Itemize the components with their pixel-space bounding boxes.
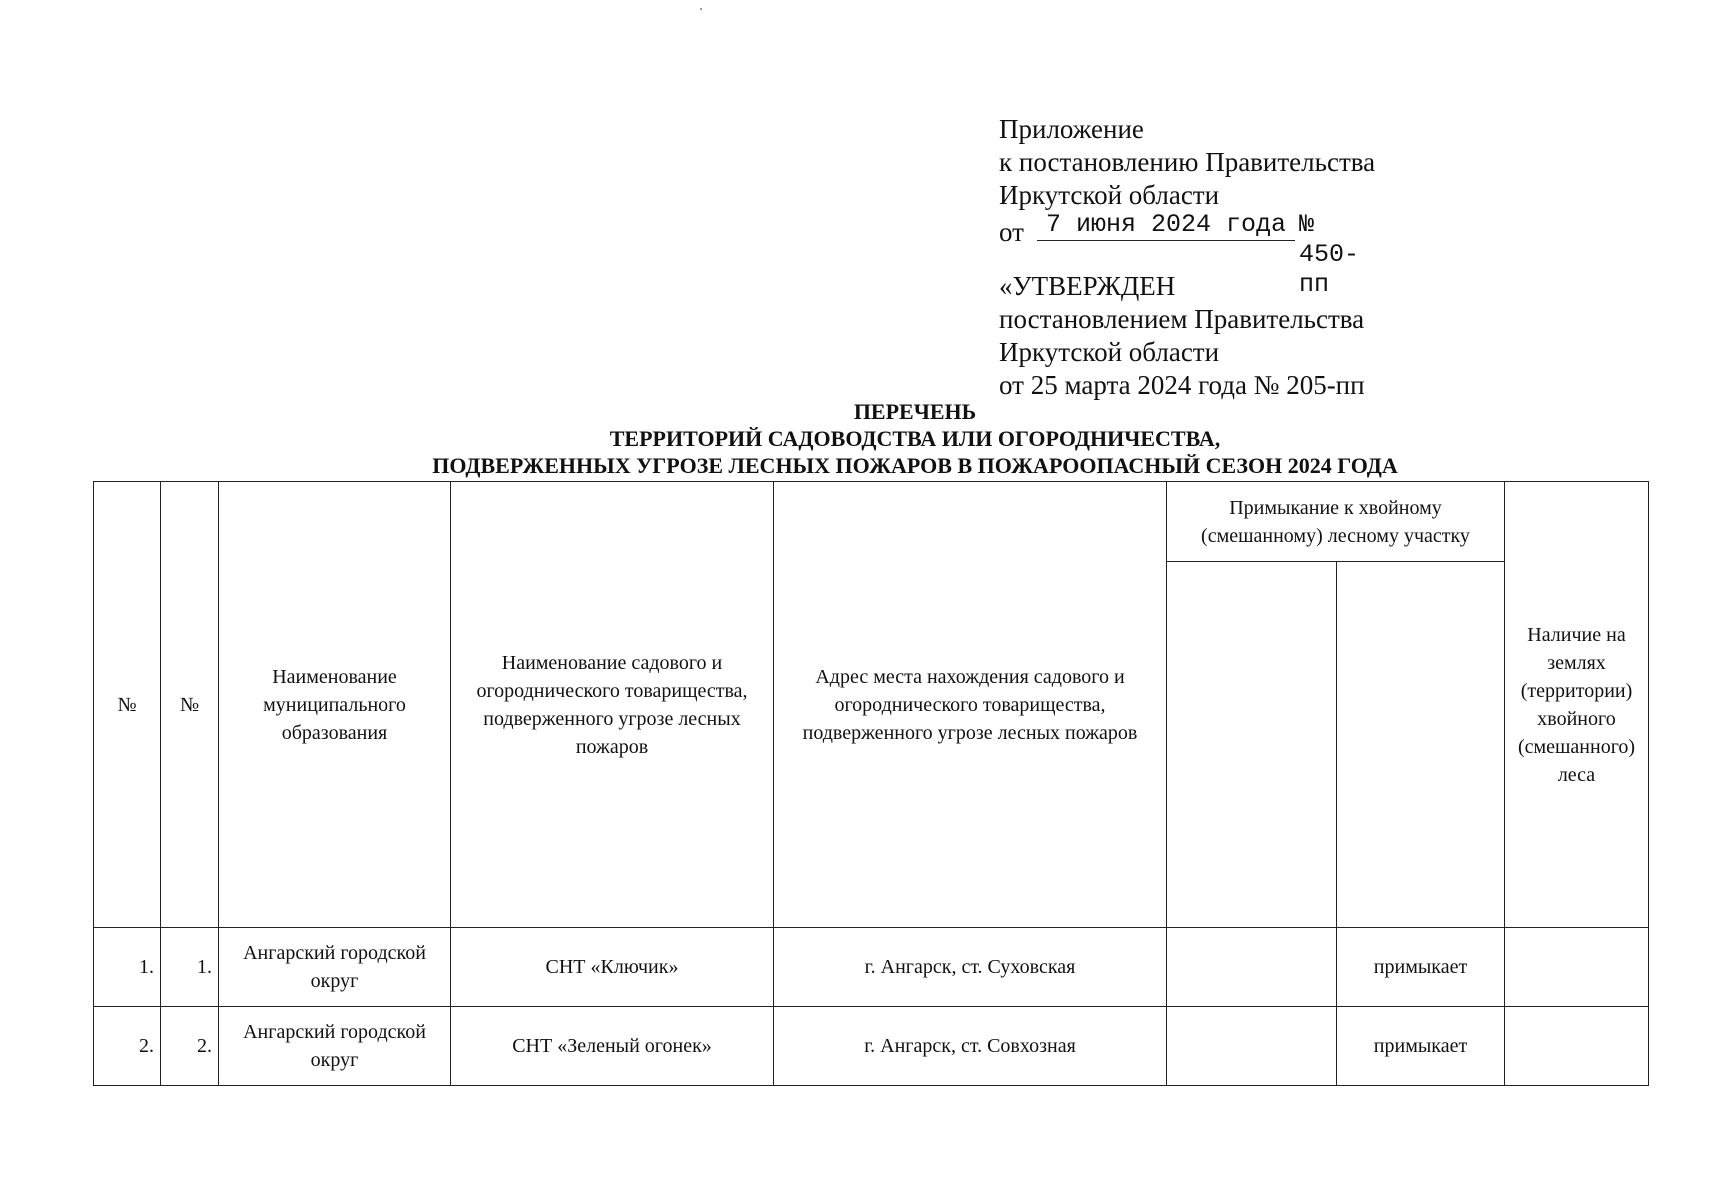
header-forest-presence: Наличие на землях (территории) хвойного (смешанного) леса bbox=[1505, 482, 1649, 928]
header-row-1 bbox=[94, 482, 1649, 562]
cell-municipality: Ангарский городской округ bbox=[219, 1007, 451, 1086]
appendix-resolution-line: к постановлению Правительства bbox=[999, 147, 1376, 177]
header-number-1: № bbox=[94, 482, 161, 928]
row-number-1: 2. bbox=[94, 1007, 161, 1086]
cell-forest-presence bbox=[1505, 1007, 1649, 1086]
approved-line-3: Иркутской области bbox=[999, 337, 1220, 367]
cell-adjacency-1 bbox=[1167, 928, 1337, 1007]
territories-table bbox=[93, 481, 1649, 1086]
approval-block bbox=[999, 270, 1365, 402]
date-prefix: от bbox=[999, 217, 1024, 247]
header-adjacency-group: Примыкание к хвойному (смешанному) лесному участку bbox=[1167, 482, 1505, 562]
title-line-2: ТЕРРИТОРИЙ САДОВОДСТВА ИЛИ ОГОРОДНИЧЕСТВА, bbox=[609, 426, 1221, 451]
approved-heading: «УТВЕРЖДЕН bbox=[999, 271, 1176, 301]
cell-partnership-name: СНТ «Зеленый огонек» bbox=[451, 1007, 774, 1086]
approved-line-4: от 25 марта 2024 года № 205-пп bbox=[999, 370, 1365, 400]
row-number-2: 1. bbox=[161, 928, 219, 1007]
cell-address: г. Ангарск, ст. Суховская bbox=[774, 928, 1167, 1007]
document-title bbox=[0, 398, 1718, 479]
cell-adjacency-1 bbox=[1167, 1007, 1337, 1086]
scan-speck bbox=[700, 8, 702, 10]
cell-partnership-name: СНТ «Ключик» bbox=[451, 928, 774, 1007]
date-field: 7 июня 2024 года bbox=[1037, 210, 1295, 241]
table-row bbox=[94, 1007, 1649, 1086]
cell-adjacency-2: примыкает bbox=[1337, 1007, 1505, 1086]
appendix-region-line: Иркутской области bbox=[999, 180, 1220, 210]
header-address: Адрес места нахождения садового и огороднического товарищества, подверженного угрозе лесных пожаров bbox=[774, 482, 1167, 928]
header-partnership-name: Наименование садового и огороднического товарищества, подверженного угрозе лесных пожаров bbox=[451, 482, 774, 928]
title-line-1: ПЕРЕЧЕНЬ bbox=[853, 399, 977, 424]
resolution-number: № 450-пп bbox=[1299, 210, 1360, 299]
header-adjacency-sub-1 bbox=[1167, 562, 1337, 928]
cell-address: г. Ангарск, ст. Совхозная bbox=[774, 1007, 1167, 1086]
header-adjacency-sub-2 bbox=[1337, 562, 1505, 928]
approved-line-2: постановлением Правительства bbox=[999, 304, 1365, 334]
cell-adjacency-2: примыкает bbox=[1337, 928, 1505, 1007]
cell-forest-presence bbox=[1505, 928, 1649, 1007]
header-number-2: № bbox=[161, 482, 219, 928]
appendix-title: Приложение bbox=[999, 114, 1144, 144]
cell-municipality: Ангарский городской округ bbox=[219, 928, 451, 1007]
table-row bbox=[94, 928, 1649, 1007]
row-number-2: 2. bbox=[161, 1007, 219, 1086]
title-line-3: ПОДВЕРЖЕННЫХ УГРОЗЕ ЛЕСНЫХ ПОЖАРОВ В ПОЖАРООПАСНЫЙ СЕЗОН 2024 ГОДА bbox=[432, 453, 1398, 478]
header-municipality: Наименование муниципального образования bbox=[219, 482, 451, 928]
row-number-1: 1. bbox=[94, 928, 161, 1007]
